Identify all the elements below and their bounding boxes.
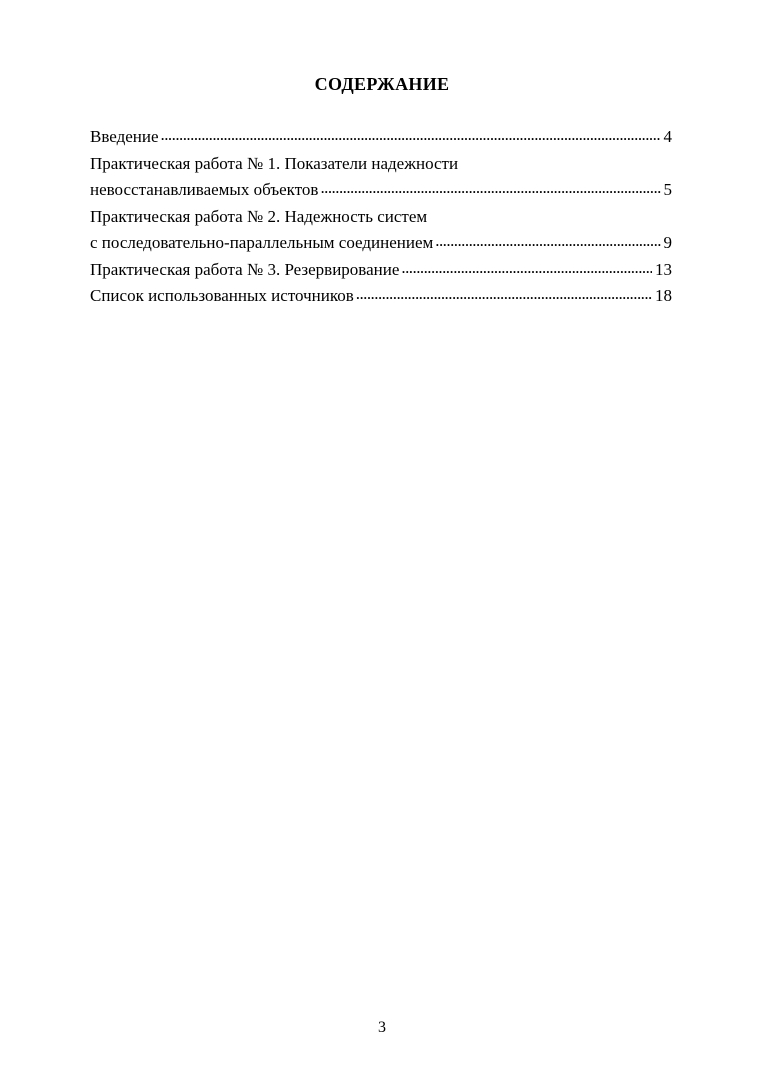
toc-entry-introduction[interactable] bbox=[90, 124, 672, 151]
toc-dot-leader bbox=[401, 258, 652, 275]
toc-page-number: 13 bbox=[655, 259, 672, 279]
toc-page-number: 5 bbox=[663, 180, 672, 199]
toc-entry-practical-work-3[interactable] bbox=[90, 257, 672, 284]
toc-page-number: 4 bbox=[663, 127, 672, 146]
toc-entry-title: Практическая работа № 3. Резервирование bbox=[90, 259, 400, 279]
toc-entry-title: невосстанавливаемых объектов bbox=[90, 180, 319, 199]
toc-row bbox=[90, 230, 672, 257]
toc-entry-title: Список использованных источников bbox=[90, 286, 354, 305]
toc-dot-leader bbox=[320, 178, 660, 195]
toc-row bbox=[90, 283, 672, 310]
toc-dot-leader bbox=[356, 284, 652, 301]
toc-entry-practical-work-1[interactable] bbox=[90, 151, 672, 204]
toc-row bbox=[90, 124, 672, 151]
toc-dot-leader bbox=[435, 231, 660, 248]
toc-page-number: 9 bbox=[663, 233, 672, 252]
toc-row bbox=[90, 177, 672, 204]
toc-entry-practical-work-2[interactable] bbox=[90, 204, 672, 257]
toc-page-number: 18 bbox=[655, 286, 672, 305]
toc-entry-title: Введение bbox=[90, 127, 159, 146]
toc-entry-title: с последовательно-параллельным соединением bbox=[90, 233, 434, 252]
toc-row bbox=[90, 257, 672, 284]
toc-entry-references[interactable] bbox=[90, 283, 672, 310]
toc-entry-title-line: Практическая работа № 1. Показатели надежности bbox=[90, 153, 459, 173]
toc-dot-leader bbox=[161, 125, 661, 142]
toc-entry-title-line: Практическая работа № 2. Надежность систем bbox=[90, 206, 428, 226]
page-title: СОДЕРЖАНИЕ bbox=[314, 74, 450, 94]
page-number: 3 bbox=[378, 1019, 386, 1036]
table-of-contents bbox=[90, 124, 672, 310]
